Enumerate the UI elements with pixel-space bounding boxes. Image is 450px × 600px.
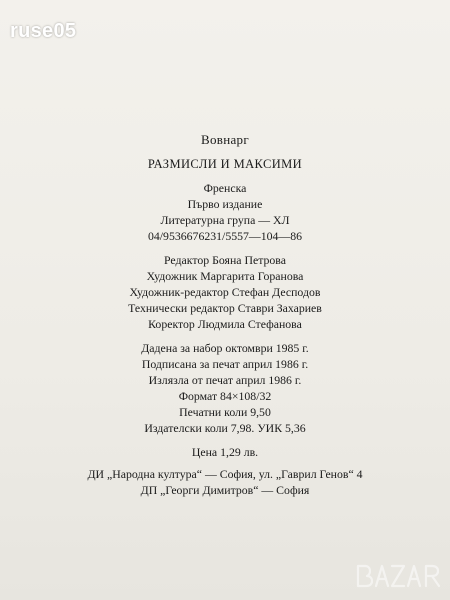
watermark: ruse05 xyxy=(10,20,77,42)
edition-line: Първо издание xyxy=(187,197,263,211)
publisher-line: ДП „Георги Димитров“ — София xyxy=(140,483,310,497)
printing-line: Подписана за печат април 1986 г. xyxy=(141,357,309,371)
edition-line: 04/9536676231/5557—104—86 xyxy=(147,229,303,243)
bazar-logo-icon xyxy=(354,558,444,592)
author: Вовнарг xyxy=(201,132,249,147)
printing-line: Печатни коли 9,50 xyxy=(179,405,271,419)
credit-line: Художник-редактор Стефан Десподов xyxy=(129,285,321,299)
credit-line: Технически редактор Ставри Захариев xyxy=(128,301,322,315)
printing-line: Дадена за набор октомври 1985 г. xyxy=(141,341,309,355)
printing-line: Формат 84×108/32 xyxy=(178,389,272,403)
edition-line: Литературна група — ХЛ xyxy=(160,213,290,227)
printing-line: Издателски коли 7,98. УИК 5,36 xyxy=(144,421,306,435)
credit-line: Коректор Людмила Стефанова xyxy=(148,317,302,331)
printing-line: Излязла от печат април 1986 г. xyxy=(148,373,302,387)
credit-line: Редактор Бояна Петрова xyxy=(164,253,286,267)
credit-line: Художник Маргарита Горанова xyxy=(146,269,304,283)
publisher-line: ДИ „Народна култура“ — София, ул. „Гаврил Генов“ 4 xyxy=(87,467,363,481)
price: Цена 1,29 лв. xyxy=(191,445,259,459)
book-title: РАЗМИСЛИ И МАКСИМИ xyxy=(147,157,303,171)
edition-line: Френска xyxy=(203,181,247,195)
